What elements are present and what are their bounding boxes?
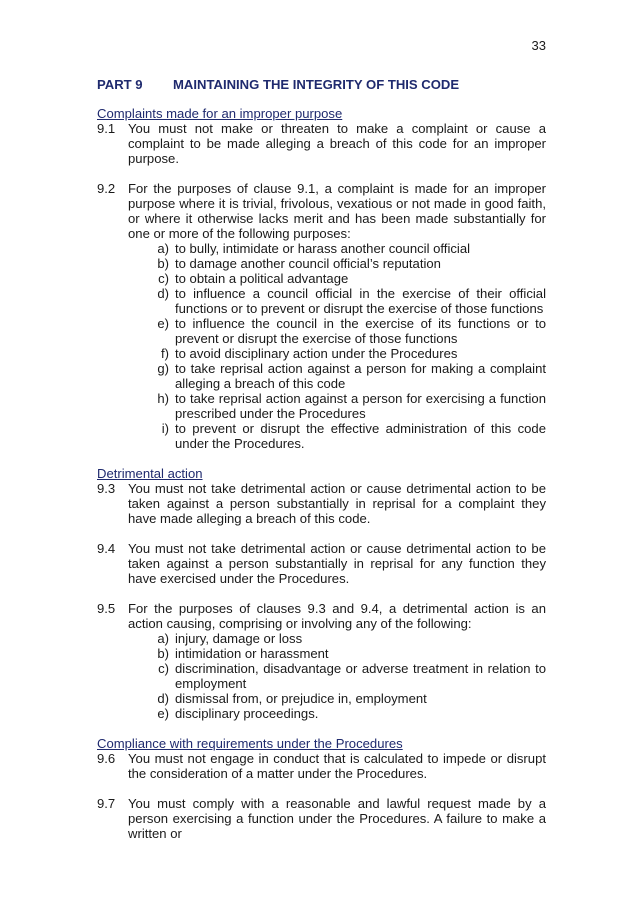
- list-item-letter: a): [157, 241, 169, 256]
- clause: [97, 121, 546, 166]
- clause-body: [128, 481, 546, 526]
- spacer: [97, 586, 546, 601]
- section-heading: Detrimental action: [97, 466, 203, 481]
- list-item-letter: h): [157, 391, 169, 406]
- clause-body: [128, 181, 546, 241]
- clause: [97, 751, 546, 781]
- list-item: [144, 631, 546, 646]
- document-body: [97, 77, 546, 841]
- list-item-letter: b): [157, 256, 169, 271]
- list-item: [144, 421, 546, 451]
- clause-body: [128, 751, 546, 781]
- list-item-letter: f): [161, 346, 169, 361]
- list-item: [144, 316, 546, 346]
- list-item-text: intimidation or harassment: [175, 646, 329, 661]
- list-item-letter: i): [161, 421, 169, 436]
- clause: [97, 796, 546, 841]
- spacer: [97, 451, 546, 466]
- list-item: [144, 256, 546, 271]
- clause: [97, 181, 546, 241]
- list-item-text: to influence the council in the exercise of its functions or to prevent or disrupt the exercise of those functions: [175, 316, 546, 346]
- list-item-letter: d): [157, 286, 169, 301]
- list-item-text: to influence a council official in the exercise of their official functions or to prevent or disrupt the exercise of those functions: [175, 286, 546, 316]
- clause-text: You must not engage in conduct that is calculated to impede or disrupt the consideration of a matter under the Procedures.: [128, 751, 546, 781]
- clause-text: You must comply with a reasonable and lawful request made by a person exercising a function under the Procedures. A failure to make a written or: [128, 796, 546, 841]
- clause-number: 9.3: [97, 481, 116, 496]
- part-heading: [97, 77, 546, 92]
- clause: [97, 541, 546, 586]
- list-item: [144, 241, 546, 256]
- list-item: [144, 271, 546, 286]
- list-item: [144, 661, 546, 691]
- list-item: [144, 346, 546, 361]
- list-item-text: discrimination, disadvantage or adverse treatment in relation to employment: [175, 661, 546, 691]
- clause-number: 9.7: [97, 796, 116, 811]
- list-item-letter: d): [157, 691, 169, 706]
- list-item: [144, 706, 546, 721]
- list-item: [144, 391, 546, 421]
- spacer: [97, 166, 546, 181]
- list-item-letter: e): [157, 316, 169, 331]
- clause-text: You must not take detrimental action or cause detrimental action to be taken against a person substantially in reprisal for a complaint they have made alleging a breach of this code.: [128, 481, 546, 526]
- clause-item-list: [97, 631, 546, 721]
- clause-number: 9.2: [97, 181, 116, 196]
- list-item: [144, 361, 546, 391]
- clause-body: [128, 796, 546, 841]
- clause-item-list: [97, 241, 546, 451]
- clause-number: 9.6: [97, 751, 116, 766]
- part-number: PART 9: [97, 77, 143, 92]
- clause-number: 9.5: [97, 601, 116, 616]
- list-item-text: to prevent or disrupt the effective administration of this code under the Procedures.: [175, 421, 546, 451]
- section-heading: Complaints made for an improper purpose: [97, 106, 343, 121]
- part-title: MAINTAINING THE INTEGRITY OF THIS CODE: [173, 77, 460, 92]
- list-item-letter: a): [157, 631, 169, 646]
- list-item: [144, 286, 546, 316]
- spacer: [97, 781, 546, 796]
- clause: [97, 601, 546, 631]
- list-item-letter: c): [158, 661, 169, 676]
- clause-text: You must not take detrimental action or cause detrimental action to be taken against a person substantially in reprisal for any function they have exercised under the Procedures.: [128, 541, 546, 586]
- page-number: 33: [531, 38, 546, 53]
- spacer: [97, 721, 546, 736]
- clause-number: 9.4: [97, 541, 116, 556]
- clause-text: For the purposes of clauses 9.3 and 9.4, a detrimental action is an action causing, comprising or involving any of the following:: [128, 601, 546, 631]
- list-item-letter: g): [157, 361, 169, 376]
- clause: [97, 481, 546, 526]
- list-item-text: injury, damage or loss: [175, 631, 303, 646]
- list-item-text: to bully, intimidate or harass another council official: [175, 241, 471, 256]
- list-item: [144, 691, 546, 706]
- list-item-text: to avoid disciplinary action under the Procedures: [175, 346, 458, 361]
- sections-container: [97, 106, 546, 841]
- clause-text: You must not make or threaten to make a complaint or cause a complaint to be made alleging a breach of this code for an improper purpose.: [128, 121, 546, 166]
- list-item-text: disciplinary proceedings.: [175, 706, 319, 721]
- list-item-text: to obtain a political advantage: [175, 271, 349, 286]
- clause-body: [128, 541, 546, 586]
- clause-body: [128, 601, 546, 631]
- clause-body: [128, 121, 546, 166]
- clause-text: For the purposes of clause 9.1, a complaint is made for an improper purpose where it is trivial, frivolous, vexatious or not made in good faith, or where it otherwise lacks merit and has been made substantially for one or more of the following purposes:: [128, 181, 546, 241]
- list-item-text: to damage another council official’s reputation: [175, 256, 441, 271]
- list-item-letter: e): [157, 706, 169, 721]
- list-item-text: to take reprisal action against a person for exercising a function prescribed under the Procedures: [175, 391, 546, 421]
- clause-number: 9.1: [97, 121, 116, 136]
- list-item-letter: b): [157, 646, 169, 661]
- spacer: [97, 526, 546, 541]
- section-heading: Compliance with requirements under the Procedures: [97, 736, 403, 751]
- list-item-letter: c): [158, 271, 169, 286]
- list-item-text: to take reprisal action against a person for making a complaint alleging a breach of this code: [175, 361, 546, 391]
- list-item: [144, 646, 546, 661]
- list-item-text: dismissal from, or prejudice in, employment: [175, 691, 427, 706]
